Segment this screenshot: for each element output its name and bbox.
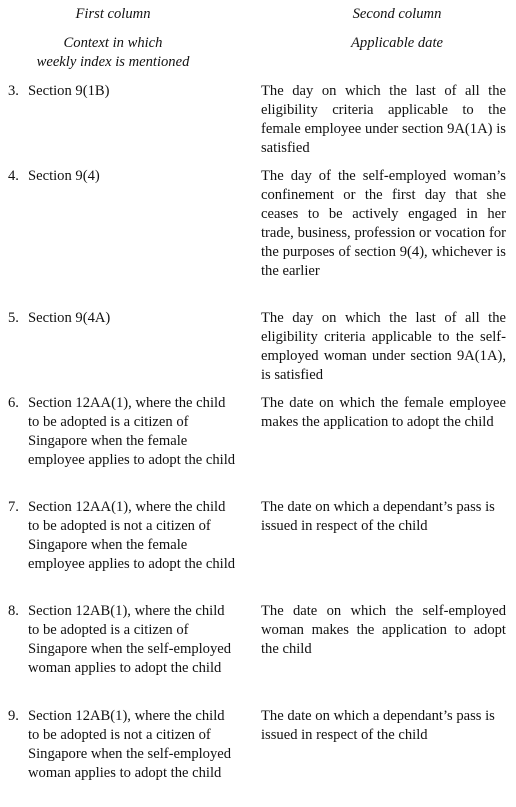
second-column-subtitle: Applicable date [351,35,443,51]
row-number: 6. [8,395,19,411]
row-number: 3. [8,83,19,99]
row-number: 5. [8,310,19,326]
row-context: Section 9(1B) [28,83,110,99]
row-number: 4. [8,168,19,184]
row-applicable-date: The date on which a dependant’s pass is issued in respect of the child [261,499,495,534]
first-column-subtitle-line-2: weekly index is mentioned [36,54,190,70]
row-applicable-date: The day on which the last of all the eligibility criteria applicable to the self-employed woman under section 9A(1A), is satisfied [261,310,506,383]
row-context: Section 12AB(1), where the child to be adopted is a citizen of Singapore when the self-employed woman applies to adopt the child [28,603,232,676]
row-number: 8. [8,603,19,619]
first-column-title: First column [75,6,151,22]
second-column-header [272,5,516,53]
row-applicable-date: The date on which the self-employed woman makes the application to adopt the child [261,603,506,657]
row-context: Section 12AA(1), where the child to be adopted is a citizen of Singapore when the female employee applies to adopt the child [28,395,236,468]
first-column-header [8,5,218,72]
row-applicable-date: The date on which the female employee makes the application to adopt the child [261,395,506,430]
row-context: Section 12AA(1), where the child to be adopted is not a citizen of Singapore when the female employee applies to adopt the child [28,499,236,572]
row-number: 9. [8,708,19,724]
row-context: Section 9(4A) [28,310,111,326]
row-number: 7. [8,499,19,515]
first-column-subtitle-line-1: Context in which [63,35,163,51]
row-applicable-date: The day of the self-employed woman’s confinement or the first day that she ceases to be actively engaged in her trade, business, profession or vocation for the purposes of section 9(4), whichever is the earlier [261,168,506,279]
row-context: Section 12AB(1), where the child to be adopted is not a citizen of Singapore when the self-employed woman applies to adopt the child [28,708,232,781]
row-context: Section 9(4) [28,168,100,184]
row-applicable-date: The day on which the last of all the eligibility criteria applicable to the female employee under section 9A(1A) is satisfied [261,83,506,156]
second-column-title: Second column [352,6,442,22]
first-column-subtitle [8,34,218,72]
row-applicable-date: The date on which a dependant’s pass is issued in respect of the child [261,708,495,743]
